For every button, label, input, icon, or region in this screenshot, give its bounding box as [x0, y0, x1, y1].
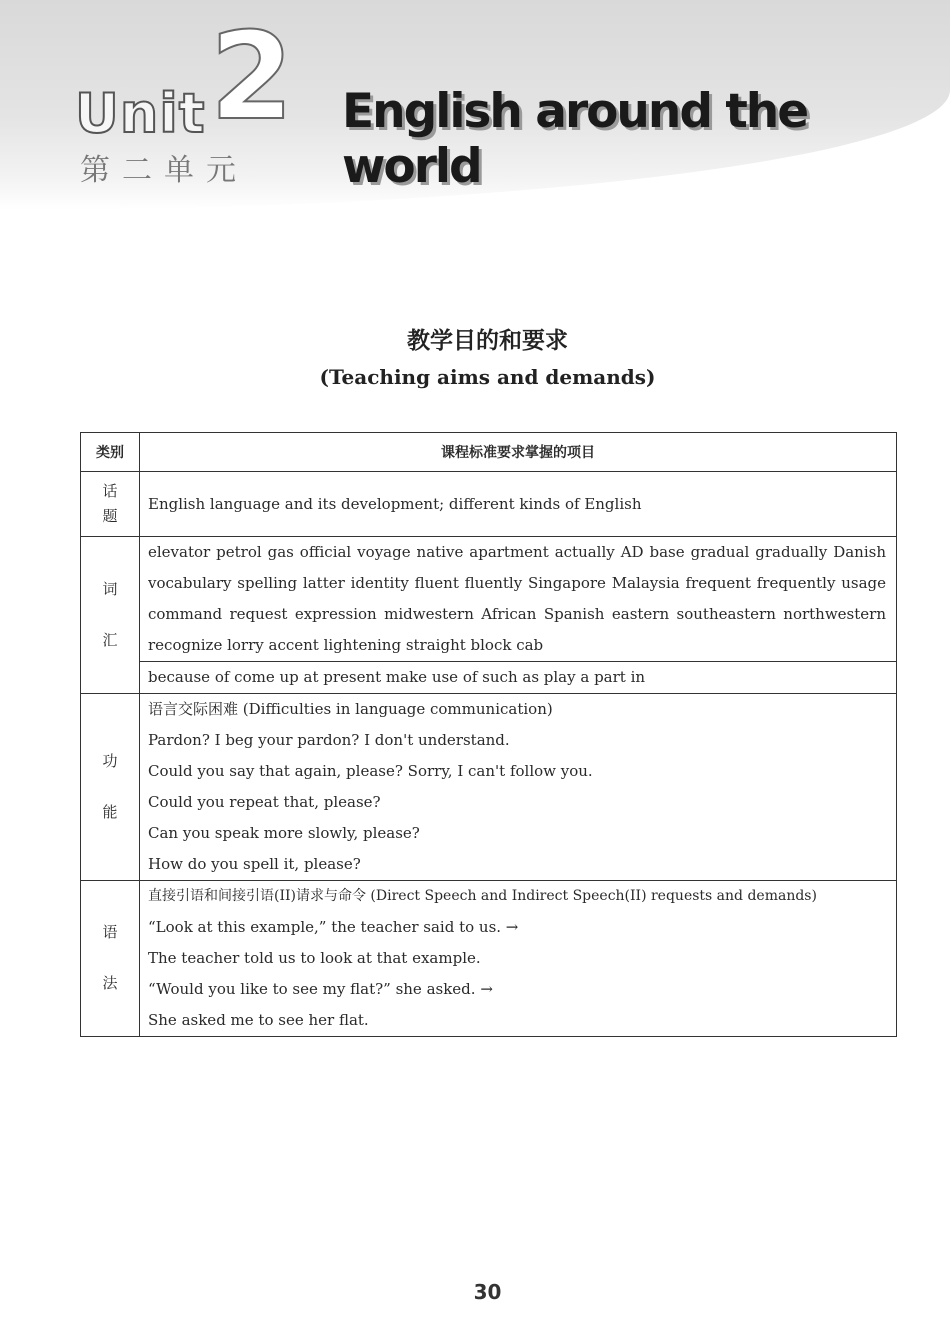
- topic-content: [140, 472, 897, 537]
- function-line: Pardon? I beg your pardon? I don't understand.: [148, 731, 510, 749]
- grammar-line: The teacher told us to look at that example.: [148, 949, 481, 967]
- function-line: Could you say that again, please? Sorry, I can't follow you.: [148, 762, 593, 780]
- grammar-line: “Would you like to see my flat?” she asked. →: [148, 980, 493, 998]
- function-row: [81, 694, 897, 881]
- function-line: 语言交际困难 (Difficulties in language communication): [148, 700, 553, 718]
- function-line: Can you speak more slowly, please?: [148, 824, 420, 842]
- vocabulary-line: vocabulary spelling latter identity fluent fluently Singapore Malaysia frequent frequently usage: [148, 574, 886, 592]
- aims-title-cn: 教学目的和要求: [407, 327, 568, 354]
- grammar-line: “Look at this example,” the teacher said to us. →: [148, 918, 519, 936]
- vocabulary-line: recognize lorry accent lightening straight block cab: [148, 636, 544, 654]
- grammar-row: [81, 881, 897, 1037]
- vocabulary-line: command request expression midwestern African Spanish eastern southeastern northwestern: [148, 605, 886, 623]
- vocabulary-words: [140, 537, 897, 662]
- function-line: How do you spell it, please?: [148, 855, 361, 873]
- unit-title: English around the world: [342, 84, 808, 194]
- aims-table: [80, 432, 897, 1037]
- vocabulary-line: elevator petrol gas official voyage native apartment actually AD base gradual gradually Danish: [148, 543, 886, 561]
- function-line: Could you repeat that, please?: [148, 793, 381, 811]
- vocabulary-phrases: [140, 662, 897, 694]
- grammar-line: She asked me to see her flat.: [148, 1011, 369, 1029]
- function-content: [140, 694, 897, 881]
- topic-label: 话 题: [81, 472, 140, 537]
- vocabulary-words-row: [81, 537, 897, 662]
- aims-title-en: (Teaching aims and demands): [319, 365, 656, 389]
- phrases-line: because of come up at present make use of such as play a part in: [148, 668, 646, 686]
- topic-text: English language and its development; different kinds of English: [148, 494, 642, 513]
- grammar-line: 直接引语和间接引语(II)请求与命令 (Direct Speech and Indirect Speech(II) requests and demands): [148, 888, 817, 904]
- grammar-content: [140, 881, 897, 1037]
- unit-label-cn: 第二单元: [80, 153, 248, 188]
- vocabulary-label: 词 汇: [81, 537, 140, 694]
- function-label: 功 能: [81, 694, 140, 881]
- unit-number: 2: [210, 8, 294, 147]
- topic-row: [81, 472, 897, 537]
- page-number: 30: [473, 1280, 502, 1304]
- vocabulary-phrases-row: [81, 662, 897, 694]
- header-category: 类别: [81, 433, 140, 472]
- grammar-label: 语 法: [81, 881, 140, 1037]
- header-content: 课程标准要求掌握的项目: [140, 433, 897, 472]
- unit-label: Unit: [75, 82, 206, 145]
- table-header-row: [81, 433, 897, 472]
